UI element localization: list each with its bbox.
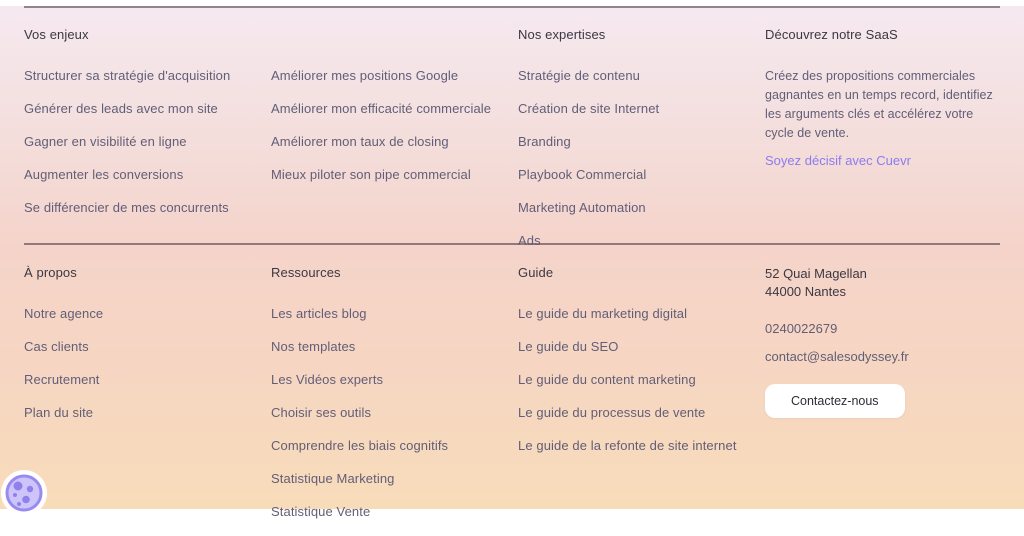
footer-link[interactable]: Mieux piloter son pipe commercial <box>271 167 471 182</box>
footer-column-vos-enjeux <box>24 27 259 265</box>
footer-column-vos-enjeux-2 <box>271 27 506 265</box>
footer-link[interactable]: Playbook Commercial <box>518 167 647 182</box>
footer-link[interactable]: Plan du site <box>24 405 94 420</box>
footer-column-contact <box>765 265 1000 536</box>
guide-list <box>518 305 753 455</box>
footer-link[interactable]: Le guide du marketing digital <box>518 306 688 321</box>
a-propos-list <box>24 305 259 422</box>
contact-button[interactable]: Contactez-nous <box>765 384 905 418</box>
footer-column-guide <box>518 265 753 536</box>
column-title-saas: Découvrez notre SaaS <box>765 27 898 42</box>
footer-link[interactable]: Le guide du content marketing <box>518 372 696 387</box>
footer-column-saas <box>765 27 1000 265</box>
footer-link[interactable]: Comprendre les biais cognitifs <box>271 438 449 453</box>
footer-column-a-propos <box>24 265 259 536</box>
footer-column-ressources <box>271 265 506 536</box>
footer-link[interactable]: Augmenter les conversions <box>24 167 184 182</box>
footer-link[interactable]: Structurer sa stratégie d'acquisition <box>24 68 231 83</box>
column-title-vos-enjeux: Vos enjeux <box>24 27 89 42</box>
footer-link[interactable]: Ads <box>518 233 541 248</box>
column-title-ressources: Ressources <box>271 265 341 280</box>
footer-link[interactable]: Statistique Vente <box>271 504 371 519</box>
address-line-2: 44000 Nantes <box>765 283 846 299</box>
footer-link[interactable]: Recrutement <box>24 372 100 387</box>
nos-expertises-list <box>518 67 753 250</box>
footer-link[interactable]: Cas clients <box>24 339 89 354</box>
footer-link[interactable]: Le guide du processus de vente <box>518 405 706 420</box>
footer-link[interactable]: Gagner en visibilité en ligne <box>24 134 187 149</box>
footer-link[interactable]: Améliorer mes positions Google <box>271 68 459 83</box>
footer-link[interactable]: Le guide de la refonte de site internet <box>518 438 737 453</box>
email-link[interactable]: contact@salesodyssey.fr <box>765 349 909 364</box>
footer-link[interactable]: Stratégie de contenu <box>518 68 640 83</box>
footer-link[interactable]: Choisir ses outils <box>271 405 372 420</box>
footer-link[interactable]: Améliorer mon efficacité commerciale <box>271 101 492 116</box>
footer-column-nos-expertises <box>518 27 753 265</box>
footer-link[interactable]: Les articles blog <box>271 306 367 321</box>
footer-link[interactable]: Le guide du SEO <box>518 339 619 354</box>
column-title-a-propos: À propos <box>24 265 77 280</box>
footer-link[interactable]: Création de site Internet <box>518 101 660 116</box>
saas-cta-link[interactable]: Soyez décisif avec Cuevr <box>765 153 911 168</box>
phone-link[interactable]: 0240022679 <box>765 321 838 336</box>
site-footer <box>0 6 1024 519</box>
column-title-guide: Guide <box>518 265 554 280</box>
footer-link[interactable]: Nos templates <box>271 339 356 354</box>
footer-link[interactable]: Notre agence <box>24 306 104 321</box>
vos-enjeux-list-2 <box>271 67 506 184</box>
cookie-consent-button[interactable] <box>1 470 47 516</box>
vos-enjeux-list-1 <box>24 67 259 217</box>
footer-link[interactable]: Générer des leads avec mon site <box>24 101 218 116</box>
address <box>765 265 1000 300</box>
footer-link[interactable]: Marketing Automation <box>518 200 646 215</box>
footer-link[interactable]: Se différencier de mes concurrents <box>24 200 229 215</box>
saas-description: Créez des propositions commerciales gagnantes en un temps record, identifiez les arguments clés et accélérez votre cycle de vente. <box>765 69 993 140</box>
footer-link[interactable]: Branding <box>518 134 571 149</box>
footer-link[interactable]: Améliorer mon taux de closing <box>271 134 449 149</box>
footer-bottom-section <box>24 245 1000 536</box>
address-line-1: 52 Quai Magellan <box>765 266 867 281</box>
footer-link[interactable]: Les Vidéos experts <box>271 372 384 387</box>
footer-top-section <box>24 8 1000 248</box>
column-title-nos-expertises: Nos expertises <box>518 27 606 42</box>
cookie-icon <box>1 470 47 516</box>
ressources-list <box>271 305 506 521</box>
footer-link[interactable]: Statistique Marketing <box>271 471 395 486</box>
